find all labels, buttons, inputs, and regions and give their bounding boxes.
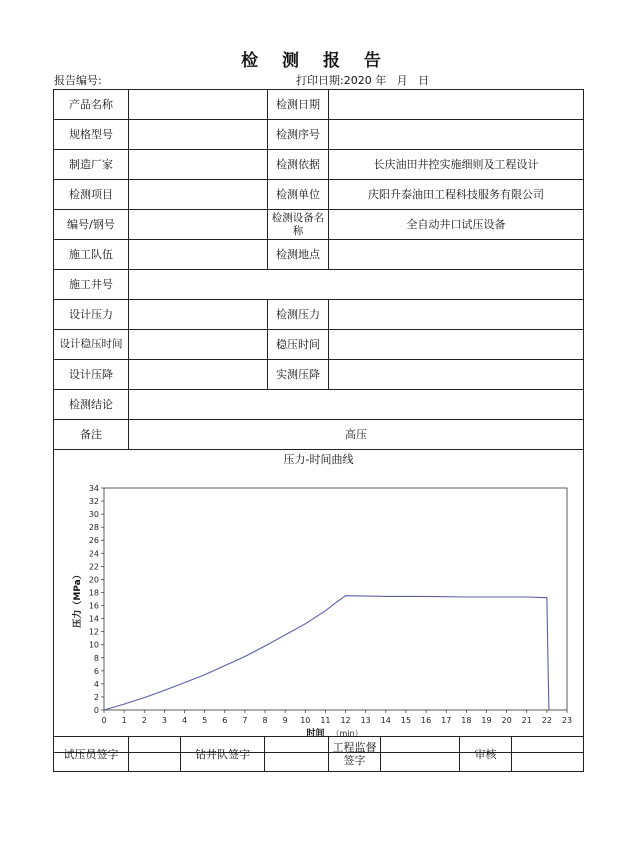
spec-model-value: [129, 120, 268, 150]
x-tick-label: 14: [380, 716, 391, 725]
team-signature-field[interactable]: [265, 737, 329, 772]
x-tick-label: 18: [461, 716, 472, 725]
team-label: 施工队伍: [54, 240, 129, 270]
test-unit-value: 庆阳升泰油田工程科技服务有限公司: [329, 180, 584, 210]
y-tick-label: 8: [93, 653, 99, 663]
measured-drop-label: 实测压降: [268, 360, 329, 390]
table-row: [54, 240, 584, 270]
equipment-name-value: 全自动井口试压设备: [329, 210, 584, 240]
y-tick-label: 26: [88, 536, 99, 546]
x-axis-label: 时间: [306, 729, 325, 739]
review-field[interactable]: [512, 737, 584, 772]
product-name-value: [129, 90, 268, 120]
table-row: [54, 390, 584, 420]
y-tick-label: 20: [88, 575, 99, 585]
x-tick-label: 8: [262, 716, 268, 725]
table-row: [54, 90, 584, 120]
x-axis-unit: （min）: [331, 729, 363, 738]
manufacturer-value: [129, 150, 268, 180]
x-tick-label: 10: [300, 716, 311, 725]
y-tick-label: 4: [93, 679, 99, 689]
chart-cell: [54, 450, 584, 753]
x-tick-label: 12: [340, 716, 351, 725]
test-seq-value: [329, 120, 584, 150]
y-tick-label: 32: [88, 497, 99, 507]
team-value: [129, 240, 268, 270]
x-tick-label: 2: [141, 716, 147, 725]
y-tick-label: 6: [93, 666, 99, 676]
y-tick-label: 12: [88, 627, 99, 637]
table-row: [54, 330, 584, 360]
y-axis-label: 压力（MPa）: [73, 570, 83, 628]
chart-title: 压力-时间曲线: [283, 453, 354, 466]
review-label: 审核: [460, 737, 512, 772]
y-tick-label: 0: [93, 706, 99, 715]
x-tick-label: 0: [101, 716, 107, 725]
test-date-label: 检测日期: [268, 90, 329, 120]
supervisor-signature-label: 工程监督签字: [329, 737, 381, 772]
x-tick-label: 21: [521, 716, 532, 725]
design-pressure-value: [129, 300, 268, 330]
test-pressure-label: 检测压力: [268, 300, 329, 330]
well-no-label: 施工井号: [54, 270, 129, 300]
product-name-label: 产品名称: [54, 90, 129, 120]
x-tick-label: 20: [501, 716, 512, 725]
table-row: [54, 180, 584, 210]
well-no-value: [129, 270, 584, 300]
supervisor-signature-field[interactable]: [381, 737, 460, 772]
test-pressure-value: [329, 300, 584, 330]
y-tick-label: 18: [88, 588, 99, 598]
signature-row: [54, 737, 584, 772]
test-location-value: [329, 240, 584, 270]
test-location-label: 检测地点: [268, 240, 329, 270]
y-tick-label: 2: [93, 692, 99, 702]
plot-frame: [104, 488, 567, 710]
pressure-time-chart: [54, 450, 584, 752]
tester-signature-label: 试压员签字: [54, 737, 129, 772]
report-number-label: 报告编号:: [54, 74, 102, 87]
remarks-label: 备注: [54, 420, 129, 450]
x-tick-label: 4: [181, 716, 188, 725]
report-table: [53, 89, 584, 753]
x-tick-label: 3: [161, 716, 167, 725]
test-date-value: [329, 90, 584, 120]
y-tick-label: 10: [88, 640, 99, 650]
serial-no-label: 编号/钢号: [54, 210, 129, 240]
design-drop-value: [129, 360, 268, 390]
x-tick-label: 9: [282, 716, 288, 725]
y-tick-label: 22: [88, 562, 99, 572]
y-tick-label: 16: [88, 601, 99, 611]
conclusion-value: [129, 390, 584, 420]
table-row: [54, 120, 584, 150]
test-item-value: [129, 180, 268, 210]
design-pressure-label: 设计压力: [54, 300, 129, 330]
design-hold-time-value: [129, 330, 268, 360]
conclusion-label: 检测结论: [54, 390, 129, 420]
x-tick-label: 7: [242, 716, 248, 725]
tester-signature-field[interactable]: [129, 737, 181, 772]
serial-no-value: [129, 210, 268, 240]
x-tick-label: 1: [121, 716, 127, 725]
y-tick-label: 30: [88, 510, 99, 520]
design-hold-time-label: 设计稳压时间: [54, 330, 129, 360]
y-tick-label: 28: [88, 523, 99, 533]
table-row: [54, 270, 584, 300]
x-tick-label: 16: [420, 716, 432, 725]
report-title: 检 测 报 告: [241, 51, 390, 71]
x-tick-label: 13: [360, 716, 371, 725]
table-row: [54, 300, 584, 330]
remarks-value: 高压: [129, 420, 584, 450]
y-tick-label: 34: [88, 484, 99, 493]
measured-drop-value: [329, 360, 584, 390]
signature-table: [53, 736, 584, 772]
pressure-series-line: [104, 596, 549, 710]
team-signature-label: 钻井队签字: [181, 737, 265, 772]
manufacturer-label: 制造厂家: [54, 150, 129, 180]
x-tick-label: 15: [400, 716, 412, 725]
x-tick-label: 6: [222, 716, 228, 725]
equipment-name-label: 检测设备名称: [268, 210, 329, 240]
table-row: [54, 210, 584, 240]
table-row: [54, 450, 584, 753]
test-basis-value: 长庆油田井控实施细则及工程设计: [329, 150, 584, 180]
table-row: [54, 150, 584, 180]
table-row: [54, 420, 584, 450]
hold-time-value: [329, 330, 584, 360]
test-unit-label: 检测单位: [268, 180, 329, 210]
x-tick-label: 19: [481, 716, 492, 725]
x-tick-label: 22: [541, 716, 552, 725]
x-tick-label: 17: [441, 716, 452, 725]
print-date: 打印日期:2020 年 月 日: [296, 74, 430, 87]
test-seq-label: 检测序号: [268, 120, 329, 150]
x-tick-label: 5: [202, 716, 208, 725]
y-tick-label: 24: [88, 549, 99, 559]
y-tick-label: 14: [88, 614, 99, 624]
table-row: [54, 360, 584, 390]
test-basis-label: 检测依据: [268, 150, 329, 180]
test-item-label: 检测项目: [54, 180, 129, 210]
design-drop-label: 设计压降: [54, 360, 129, 390]
hold-time-label: 稳压时间: [268, 330, 329, 360]
spec-model-label: 规格型号: [54, 120, 129, 150]
x-tick-label: 11: [320, 716, 331, 725]
x-tick-label: 23: [561, 716, 573, 725]
